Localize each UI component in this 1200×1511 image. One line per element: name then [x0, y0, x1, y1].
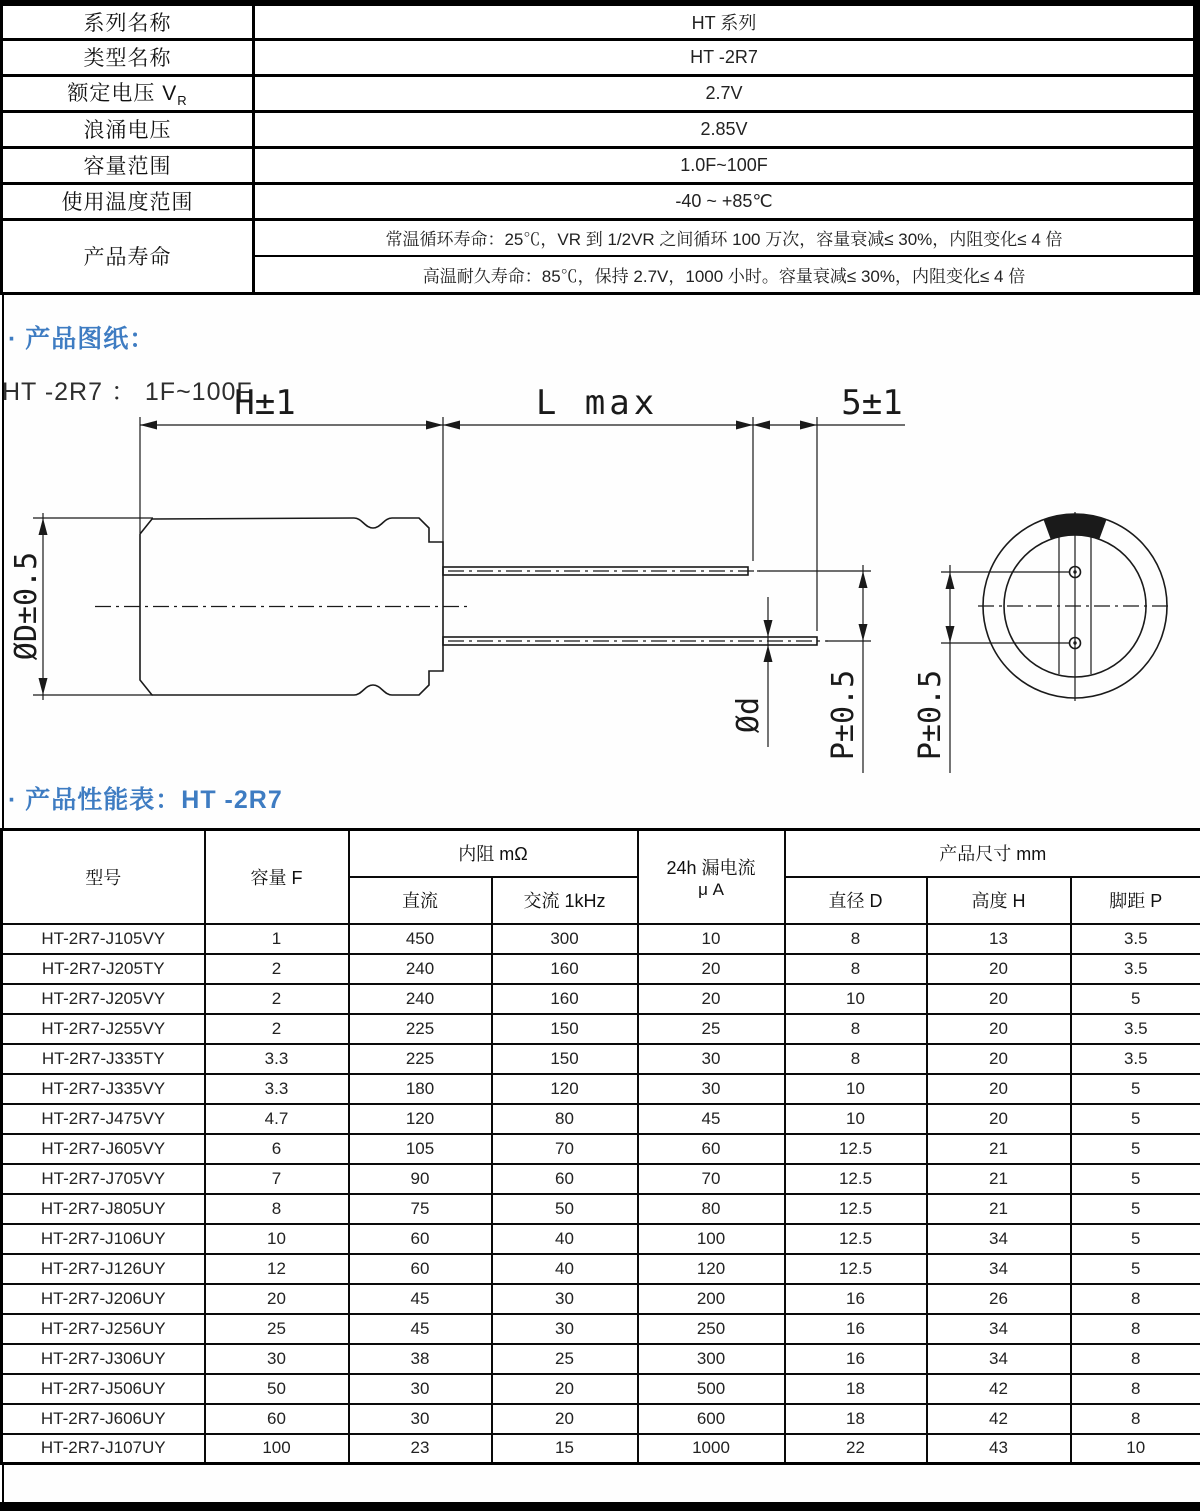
- performance-table-header: [2, 830, 1200, 924]
- cell-capacity: 6: [205, 1134, 349, 1164]
- cell-esr-dc: 450: [349, 924, 492, 954]
- rated-voltage-subscript: R: [177, 93, 188, 109]
- cell-esr-dc: 90: [349, 1164, 492, 1194]
- cell-esr-ac: 120: [492, 1074, 638, 1104]
- table-row: [2, 1044, 1200, 1074]
- cell-height: 42: [927, 1374, 1071, 1404]
- cell-leakage: 600: [638, 1404, 785, 1434]
- cell-leakage: 70: [638, 1164, 785, 1194]
- cell-model: HT-2R7-J256UY: [2, 1314, 205, 1344]
- cell-capacity: 2: [205, 984, 349, 1014]
- cell-esr-ac: 40: [492, 1254, 638, 1284]
- cell-pitch: 10: [1071, 1434, 1200, 1464]
- col-header-diameter: 直径 D: [785, 877, 927, 924]
- table-row: [2, 1314, 1200, 1344]
- cell-height: 13: [927, 924, 1071, 954]
- cell-capacity: 20: [205, 1284, 349, 1314]
- cell-leakage: 80: [638, 1194, 785, 1224]
- table-row: [2, 1224, 1200, 1254]
- cell-model: HT-2R7-J605VY: [2, 1134, 205, 1164]
- cell-pitch: 3.5: [1071, 954, 1200, 984]
- col-header-esr-ac: 交流 1kHz: [492, 877, 638, 924]
- page-bottom-border: [0, 1502, 1200, 1511]
- cell-leakage: 250: [638, 1314, 785, 1344]
- cell-pitch: 8: [1071, 1404, 1200, 1434]
- cell-capacity: 10: [205, 1224, 349, 1254]
- cell-capacity: 4.7: [205, 1104, 349, 1134]
- cell-capacity: 50: [205, 1374, 349, 1404]
- cell-pitch: 5: [1071, 1104, 1200, 1134]
- technical-drawing: [0, 300, 1200, 780]
- cell-leakage: 100: [638, 1224, 785, 1254]
- cell-esr-ac: 60: [492, 1164, 638, 1194]
- table-row: [2, 1014, 1200, 1044]
- cell-height: 20: [927, 1074, 1071, 1104]
- cell-capacity: 2: [205, 1014, 349, 1044]
- cell-leakage: 10: [638, 924, 785, 954]
- cell-capacity: 8: [205, 1194, 349, 1224]
- dim-label-pitch-front: P±0.5: [913, 669, 948, 761]
- cell-esr-dc: 240: [349, 954, 492, 984]
- table-row: [2, 1254, 1200, 1284]
- cell-esr-dc: 45: [349, 1284, 492, 1314]
- cell-height: 20: [927, 984, 1071, 1014]
- cell-esr-dc: 45: [349, 1314, 492, 1344]
- cell-leakage: 30: [638, 1044, 785, 1074]
- cell-esr-ac: 30: [492, 1284, 638, 1314]
- cell-pitch: 8: [1071, 1374, 1200, 1404]
- spec-value-lifetime-cycle: 常温循环寿命：25℃，VR 到 1/2VR 之间循环 100 万次，容量衰减≤ 30%，内阻变化≤ 4 倍: [254, 219, 1197, 256]
- spec-label-temperature-range: 使用温度范围: [2, 183, 254, 219]
- cell-diameter: 8: [785, 1014, 927, 1044]
- cell-esr-dc: 30: [349, 1404, 492, 1434]
- cell-esr-ac: 150: [492, 1014, 638, 1044]
- dim-label-lead-diameter: Ød: [731, 696, 766, 734]
- cell-esr-ac: 40: [492, 1224, 638, 1254]
- cell-leakage: 60: [638, 1134, 785, 1164]
- spec-row-rated-voltage: [2, 75, 1197, 111]
- cell-esr-ac: 160: [492, 954, 638, 984]
- cell-esr-ac: 70: [492, 1134, 638, 1164]
- cell-esr-dc: 75: [349, 1194, 492, 1224]
- cell-capacity: 25: [205, 1314, 349, 1344]
- cell-diameter: 22: [785, 1434, 927, 1464]
- cell-diameter: 10: [785, 1104, 927, 1134]
- col-header-size-group: 产品尺寸 mm: [785, 830, 1200, 877]
- cell-capacity: 30: [205, 1344, 349, 1374]
- table-row: [2, 984, 1200, 1014]
- cell-esr-dc: 60: [349, 1254, 492, 1284]
- table-row: [2, 1284, 1200, 1314]
- cell-esr-ac: 50: [492, 1194, 638, 1224]
- cell-pitch: 3.5: [1071, 1044, 1200, 1074]
- cell-height: 26: [927, 1284, 1071, 1314]
- cell-capacity: 1: [205, 924, 349, 954]
- cell-height: 21: [927, 1164, 1071, 1194]
- spec-row-temperature-range: [2, 183, 1197, 219]
- cell-model: HT-2R7-J205TY: [2, 954, 205, 984]
- cell-height: 42: [927, 1404, 1071, 1434]
- spec-table: [0, 0, 1200, 295]
- col-header-model: 型号: [2, 830, 205, 924]
- cell-pitch: 8: [1071, 1344, 1200, 1374]
- cell-pitch: 5: [1071, 1164, 1200, 1194]
- table-row: [2, 924, 1200, 954]
- spec-label-capacitance-range: 容量范围: [2, 147, 254, 183]
- spec-label-surge-voltage: 浪涌电压: [2, 111, 254, 147]
- table-row: [2, 1404, 1200, 1434]
- cell-model: HT-2R7-J805UY: [2, 1194, 205, 1224]
- cell-diameter: 18: [785, 1374, 927, 1404]
- table-row: [2, 1434, 1200, 1464]
- cell-pitch: 5: [1071, 1194, 1200, 1224]
- cell-model: HT-2R7-J205VY: [2, 984, 205, 1014]
- section-heading-performance: · 产品性能表：HT -2R7: [8, 786, 283, 814]
- cell-model: HT-2R7-J106UY: [2, 1224, 205, 1254]
- cell-model: HT-2R7-J705VY: [2, 1164, 205, 1194]
- cell-pitch: 5: [1071, 1074, 1200, 1104]
- spec-label-series: 系列名称: [2, 3, 254, 39]
- spec-value-series: HT 系列: [254, 3, 1197, 39]
- leakage-header-line1: 24h 漏电流: [666, 857, 756, 878]
- cell-height: 34: [927, 1254, 1071, 1284]
- extension-lines: [33, 417, 1069, 695]
- cell-pitch: 5: [1071, 1134, 1200, 1164]
- cell-esr-ac: 80: [492, 1104, 638, 1134]
- cell-esr-dc: 225: [349, 1014, 492, 1044]
- table-row: [2, 1104, 1200, 1134]
- table-row: [2, 1374, 1200, 1404]
- spec-row-series: [2, 3, 1197, 39]
- table-row: [2, 1074, 1200, 1104]
- cell-model: HT-2R7-J306UY: [2, 1344, 205, 1374]
- col-header-esr-group: 内阻 mΩ: [349, 830, 638, 877]
- spec-row-type: [2, 39, 1197, 75]
- cell-diameter: 12.5: [785, 1254, 927, 1284]
- cell-diameter: 12.5: [785, 1224, 927, 1254]
- cell-capacity: 3.3: [205, 1044, 349, 1074]
- spec-label-type: 类型名称: [2, 39, 254, 75]
- cell-esr-dc: 105: [349, 1134, 492, 1164]
- performance-table: [0, 828, 1200, 1465]
- cell-esr-dc: 240: [349, 984, 492, 1014]
- cell-leakage: 30: [638, 1074, 785, 1104]
- cell-diameter: 10: [785, 1074, 927, 1104]
- cell-height: 21: [927, 1134, 1071, 1164]
- leakage-header-line2: μ A: [698, 879, 724, 899]
- cell-model: HT-2R7-J126UY: [2, 1254, 205, 1284]
- col-header-height: 高度 H: [927, 877, 1071, 924]
- cell-pitch: 8: [1071, 1314, 1200, 1344]
- cell-esr-dc: 38: [349, 1344, 492, 1374]
- dim-label-pitch-side: P±0.5: [826, 669, 861, 761]
- cell-height: 34: [927, 1344, 1071, 1374]
- cell-esr-dc: 120: [349, 1104, 492, 1134]
- cell-esr-dc: 60: [349, 1224, 492, 1254]
- spec-label-rated-voltage: [2, 75, 254, 111]
- performance-table-body: [2, 924, 1200, 1464]
- cell-height: 34: [927, 1224, 1071, 1254]
- cell-capacity: 7: [205, 1164, 349, 1194]
- spec-value-type: HT -2R7: [254, 39, 1197, 75]
- cell-leakage: 25: [638, 1014, 785, 1044]
- table-row: [2, 1134, 1200, 1164]
- cell-model: HT-2R7-J475VY: [2, 1104, 205, 1134]
- cell-esr-ac: 160: [492, 984, 638, 1014]
- cell-leakage: 200: [638, 1284, 785, 1314]
- cell-esr-ac: 30: [492, 1314, 638, 1344]
- cell-esr-ac: 20: [492, 1374, 638, 1404]
- capacitor-front-view: [978, 512, 1172, 701]
- spec-value-temperature-range: -40 ~ +85℃: [254, 183, 1197, 219]
- cell-leakage: 1000: [638, 1434, 785, 1464]
- cell-height: 20: [927, 1014, 1071, 1044]
- cell-model: HT-2R7-J107UY: [2, 1434, 205, 1464]
- cell-esr-ac: 20: [492, 1404, 638, 1434]
- spec-row-surge-voltage: [2, 111, 1197, 147]
- cell-model: HT-2R7-J506UY: [2, 1374, 205, 1404]
- col-header-pitch: 脚距 P: [1071, 877, 1200, 924]
- cell-diameter: 18: [785, 1404, 927, 1434]
- spec-value-rated-voltage: 2.7V: [254, 75, 1197, 111]
- cell-diameter: 16: [785, 1314, 927, 1344]
- cell-leakage: 300: [638, 1344, 785, 1374]
- table-row: [2, 1194, 1200, 1224]
- cell-model: HT-2R7-J206UY: [2, 1284, 205, 1314]
- cell-height: 43: [927, 1434, 1071, 1464]
- spec-label-lifetime: 产品寿命: [2, 219, 254, 293]
- spec-value-capacitance-range: 1.0F~100F: [254, 147, 1197, 183]
- dim-label-lead-length: L max: [535, 383, 659, 423]
- dim-label-height: H±1: [234, 383, 296, 423]
- cell-model: HT-2R7-J335VY: [2, 1074, 205, 1104]
- cell-model: HT-2R7-J335TY: [2, 1044, 205, 1074]
- cell-model: HT-2R7-J105VY: [2, 924, 205, 954]
- cell-height: 20: [927, 1104, 1071, 1134]
- cell-esr-ac: 15: [492, 1434, 638, 1464]
- cell-capacity: 2: [205, 954, 349, 984]
- cell-pitch: 5: [1071, 984, 1200, 1014]
- cell-leakage: 120: [638, 1254, 785, 1284]
- cell-esr-ac: 25: [492, 1344, 638, 1374]
- cell-model: HT-2R7-J606UY: [2, 1404, 205, 1434]
- cell-pitch: 5: [1071, 1224, 1200, 1254]
- spec-row-lifetime-1: [2, 219, 1197, 256]
- drawing-variant-label: HT -2R7 ： 1F~100F: [2, 378, 253, 406]
- table-row: [2, 954, 1200, 984]
- cell-pitch: 3.5: [1071, 924, 1200, 954]
- table-row: [2, 1344, 1200, 1374]
- capacitor-side-view: [95, 518, 828, 695]
- cell-diameter: 12.5: [785, 1134, 927, 1164]
- cell-leakage: 20: [638, 984, 785, 1014]
- cell-diameter: 8: [785, 954, 927, 984]
- cell-esr-ac: 150: [492, 1044, 638, 1074]
- cell-leakage: 500: [638, 1374, 785, 1404]
- cell-capacity: 100: [205, 1434, 349, 1464]
- col-header-capacity: 容量 F: [205, 830, 349, 924]
- spec-value-lifetime-endurance: 高温耐久寿命：85℃，保持 2.7V，1000 小时。容量衰减≤ 30%，内阻变化≤ 4 倍: [254, 256, 1197, 293]
- cell-height: 20: [927, 954, 1071, 984]
- cell-pitch: 3.5: [1071, 1014, 1200, 1044]
- cell-diameter: 16: [785, 1284, 927, 1314]
- dimension-lines: [43, 425, 950, 773]
- cell-height: 21: [927, 1194, 1071, 1224]
- table-row: [2, 1164, 1200, 1194]
- cell-diameter: 12.5: [785, 1194, 927, 1224]
- section-heading-drawing: · 产品图纸：: [8, 325, 156, 353]
- cell-leakage: 20: [638, 954, 785, 984]
- cell-esr-dc: 30: [349, 1374, 492, 1404]
- cell-capacity: 60: [205, 1404, 349, 1434]
- cell-pitch: 5: [1071, 1254, 1200, 1284]
- dim-label-lead-protrusion: 5±1: [841, 383, 903, 423]
- cell-diameter: 10: [785, 984, 927, 1014]
- spec-value-surge-voltage: 2.85V: [254, 111, 1197, 147]
- cell-esr-ac: 300: [492, 924, 638, 954]
- cell-pitch: 8: [1071, 1284, 1200, 1314]
- cell-capacity: 3.3: [205, 1074, 349, 1104]
- cell-model: HT-2R7-J255VY: [2, 1014, 205, 1044]
- cell-esr-dc: 225: [349, 1044, 492, 1074]
- rated-voltage-text: 额定电压 V: [67, 82, 178, 106]
- dim-label-body-diameter: ØD±0.5: [9, 551, 44, 661]
- spec-row-capacitance-range: [2, 147, 1197, 183]
- cell-esr-dc: 23: [349, 1434, 492, 1464]
- cell-diameter: 8: [785, 1044, 927, 1074]
- col-header-esr-dc: 直流: [349, 877, 492, 924]
- col-header-leakage: [638, 830, 785, 924]
- cell-height: 34: [927, 1314, 1071, 1344]
- cell-leakage: 45: [638, 1104, 785, 1134]
- cell-diameter: 16: [785, 1344, 927, 1374]
- cell-diameter: 12.5: [785, 1164, 927, 1194]
- cell-capacity: 12: [205, 1254, 349, 1284]
- cell-height: 20: [927, 1044, 1071, 1074]
- cell-diameter: 8: [785, 924, 927, 954]
- cell-esr-dc: 180: [349, 1074, 492, 1104]
